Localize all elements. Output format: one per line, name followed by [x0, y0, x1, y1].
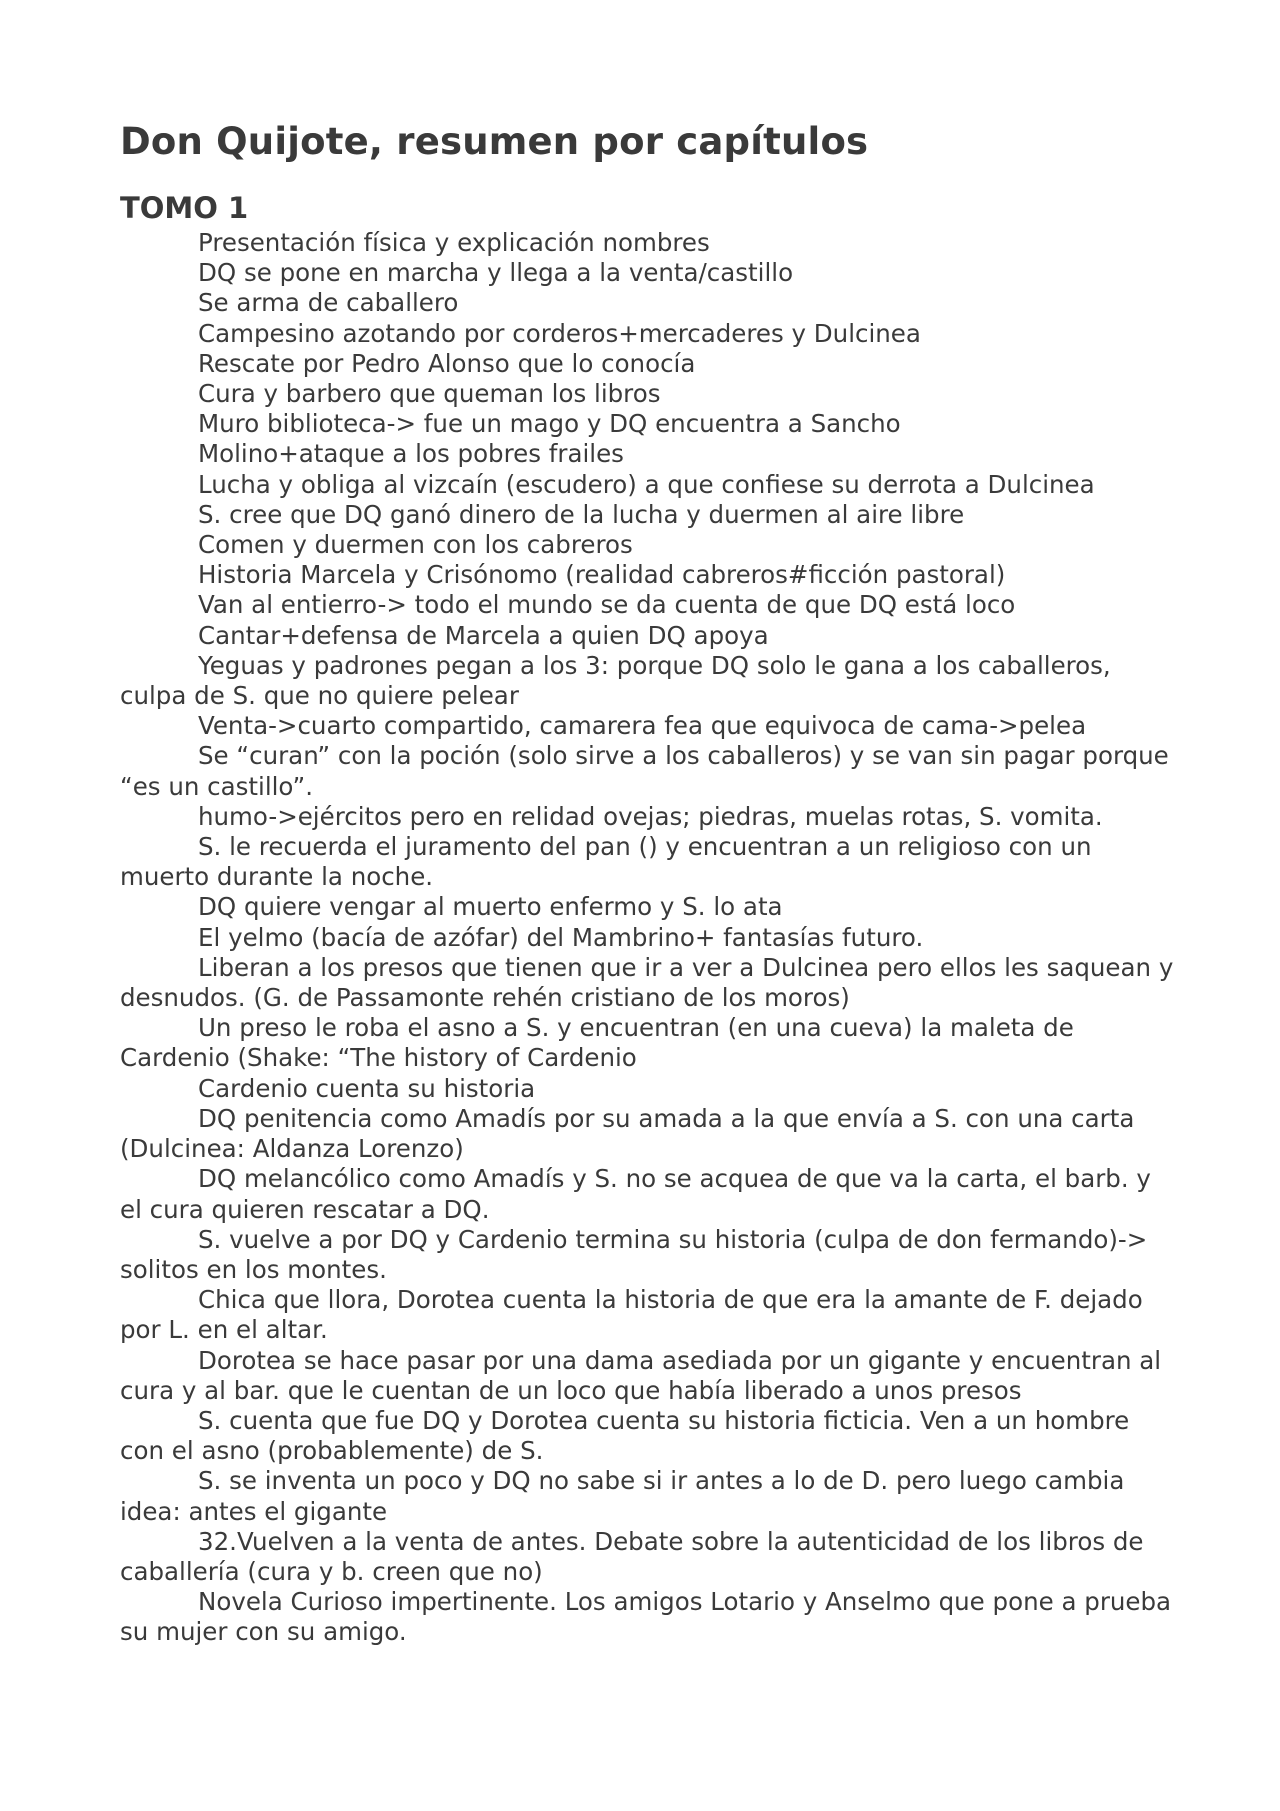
chapter-summary-item: DQ penitencia como Amadís por su amada a la que envía a S. con una carta (Dulcinea: Aldanza Lorenzo) [120, 1103, 1135, 1164]
chapter-summary-item: Cura y barbero que queman los libros [198, 379, 661, 409]
chapter-summary-item: El yelmo (bacía de azófar) del Mambrino+ fantasías futuro. [198, 922, 924, 952]
chapter-summary-item: Un preso le roba el asno a S. y encuentran (en una cueva) la maleta de Cardenio (Shake: “The history of Cardenio [120, 1013, 1074, 1073]
chapter-summary-item: Van al entierro-> todo el mundo se da cuenta de que DQ está loco [198, 590, 1016, 620]
chapter-summary-item: Chica que llora, Dorotea cuenta la historia de que era la amante de F. dejado por L. en el altar. [120, 1285, 1143, 1345]
chapter-summary-item: Cardenio cuenta su historia [198, 1073, 536, 1103]
chapter-summary-item: S. vuelve a por DQ y Cardenio termina su historia (culpa de don fermando)-> solitos en los montes. [120, 1224, 1148, 1284]
chapter-summary-item: S. cree que DQ ganó dinero de la lucha y duermen al aire libre [198, 499, 965, 529]
chapter-summary-item: Historia Marcela y Crisónomo (realidad cabreros#ficción pastoral) [198, 560, 1006, 590]
chapter-summary-item: Venta->cuarto compartido, camarera fea que equivoca de cama->pelea [198, 711, 1087, 741]
chapter-summary-item: Rescate por Pedro Alonso que lo conocía [198, 348, 696, 378]
chapter-summary-item: Presentación física y explicación nombres [198, 228, 710, 257]
chapter-summary-item: Liberan a los presos que tienen que ir a ver a Dulcinea pero ellos les saquean y desnudos. (G. de Passamonte rehén cristiano de los moros) [120, 952, 1174, 1013]
chapter-summary-item: Se arma de caballero [198, 288, 459, 318]
chapter-summary-item: S. se inventa un poco y DQ no sabe si ir antes a lo de D. pero luego cambia idea: antes el gigante [120, 1466, 1125, 1526]
chapter-summary-item: DQ melancólico como Amadís y S. no se acquea de que va la carta, el barb. y el cura quieren rescatar a DQ. [120, 1164, 1151, 1224]
chapter-summary-item: Dorotea se hace pasar por una dama asediada por un gigante y encuentran al cura y al bar. que le cuentan de un loco que había liberado a unos presos [120, 1345, 1162, 1405]
chapter-summary-item: Novela Curioso impertinente. Los amigos Lotario y Anselmo que pone a prueba su mujer con su amigo. [120, 1587, 1172, 1647]
document-title: Don Quijote, resumen por capítulos [120, 120, 869, 163]
document-page [120, 118, 1180, 1648]
chapter-summary-item: 32.Vuelven a la venta de antes. Debate sobre la autenticidad de los libros de caballería (cura y b. creen que no) [120, 1526, 1144, 1586]
chapter-summary-item: DQ quiere vengar al muerto enfermo y S. lo ata [198, 892, 783, 922]
chapter-summary-item: Cantar+defensa de Marcela a quien DQ apoya [198, 620, 769, 650]
chapter-summary-item: Molino+ataque a los pobres frailes [198, 439, 624, 469]
chapter-summary-item: Se “curan” con la poción (solo sirve a los caballeros) y se van sin pagar porque “es un castillo”. [120, 741, 1169, 801]
chapter-summary-item: Campesino azotando por corderos+mercaderes y Dulcinea [198, 318, 921, 348]
chapter-summary-item: Comen y duermen con los cabreros [198, 530, 633, 560]
chapter-summary-item: Lucha y obliga al vizcaín (escudero) a que confiese su derrota a Dulcinea [198, 469, 1095, 499]
chapter-summary-item: Yeguas y padrones pegan a los 3: porque DQ solo le gana a los caballeros, culpa de S. que no quiere pelear [120, 650, 1111, 711]
chapter-summary-item: S. cuenta que fue DQ y Dorotea cuenta su historia ficticia. Ven a un hombre con el asno (probablemente) de S. [120, 1405, 1130, 1466]
chapter-summary-item: humo->ejércitos pero en relidad ovejas; piedras, muelas rotas, S. vomita. [198, 801, 1103, 831]
chapter-summary-item: DQ se pone en marcha y llega a la venta/castillo [198, 258, 794, 288]
chapter-summary-list [120, 228, 1180, 1648]
chapter-summary-item: Muro biblioteca-> fue un mago y DQ encuentra a Sancho [198, 409, 901, 439]
chapter-summary-item: S. le recuerda el juramento del pan () y encuentran a un religioso con un muerto durante la noche. [120, 832, 1092, 892]
section-title: TOMO 1 [120, 191, 249, 225]
